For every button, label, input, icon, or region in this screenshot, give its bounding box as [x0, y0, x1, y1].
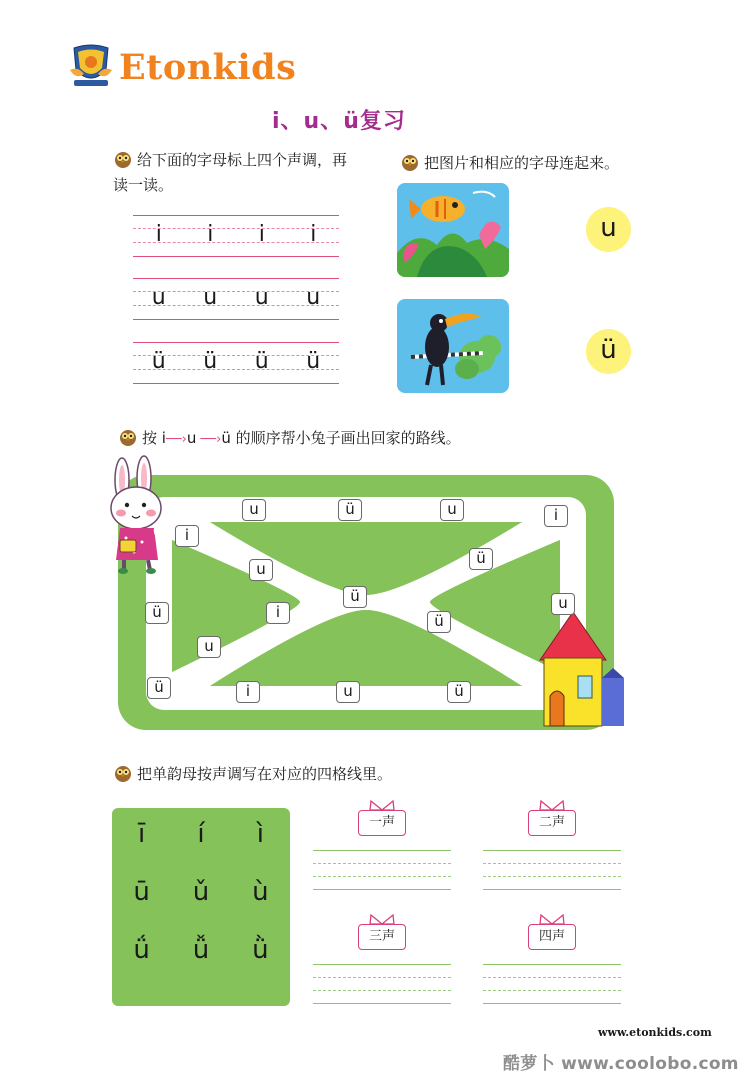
- tone-letters-panel: [112, 808, 290, 1006]
- owl-icon: [113, 763, 133, 783]
- letter-cell[interactable]: u: [151, 285, 166, 310]
- letter-cell[interactable]: u: [306, 285, 321, 310]
- maze-tile[interactable]: ü: [147, 677, 171, 699]
- section3-prefix: 按: [142, 429, 158, 447]
- section4-instruction: [113, 762, 443, 787]
- maze-tile[interactable]: ü: [469, 548, 493, 570]
- owl-icon: [113, 149, 133, 169]
- tone2-text: 二声: [528, 810, 576, 836]
- owl-icon: [118, 427, 138, 447]
- sequence-letter: i: [161, 429, 166, 447]
- bird-picture[interactable]: [397, 299, 509, 393]
- arrow-right-icon: ──›: [165, 432, 187, 447]
- letter-cell[interactable]: ü: [254, 349, 269, 374]
- maze-tile[interactable]: ü: [447, 681, 471, 703]
- tone-letter: ù: [252, 877, 269, 907]
- letter-cell[interactable]: i: [207, 222, 214, 247]
- tone-letter: ǔ: [192, 877, 210, 907]
- tone4-text: 四声: [528, 924, 576, 950]
- four-line-row-u: [133, 278, 339, 320]
- maze-tile[interactable]: u: [551, 593, 575, 615]
- etonkids-crest-logo: [66, 40, 116, 90]
- maze-tile[interactable]: ü: [145, 602, 169, 624]
- maze-tile[interactable]: ü: [343, 586, 367, 608]
- tone2-label: [528, 798, 576, 838]
- section1-instruction-line1: 给下面的字母标上四个声调，再: [137, 151, 348, 169]
- letter-cell[interactable]: i: [310, 222, 317, 247]
- maze-tile[interactable]: i: [544, 505, 568, 527]
- section3-suffix: 的顺序帮小兔子画出回家的路线。: [235, 429, 461, 447]
- maze-tile[interactable]: u: [242, 499, 266, 521]
- maze-tile[interactable]: u: [336, 681, 360, 703]
- letter-v-target[interactable]: ü: [586, 329, 631, 374]
- section1-instruction: [113, 148, 373, 198]
- letter-u-target[interactable]: u: [586, 207, 631, 252]
- page-title: i、u、ü复习: [272, 109, 406, 134]
- letter-cell[interactable]: ü: [306, 349, 321, 374]
- tone1-label: [358, 798, 406, 838]
- letter-cell[interactable]: i: [258, 222, 265, 247]
- tone2-writing-lines[interactable]: [483, 850, 621, 890]
- letter-cell[interactable]: u: [203, 285, 218, 310]
- section2-instruction-text: 把图片和相应的字母连起来。: [424, 154, 620, 172]
- tone4-writing-lines[interactable]: [483, 964, 621, 1004]
- tone-letter: ī: [138, 819, 146, 849]
- letter-cell[interactable]: ü: [151, 349, 166, 374]
- tone-letter: ì: [256, 819, 264, 849]
- sequence-letter: u: [186, 429, 197, 447]
- maze-tile[interactable]: i: [266, 602, 290, 624]
- section4-instruction-text: 把单韵母按声调写在对应的四格线里。: [137, 765, 393, 783]
- tone1-text: 一声: [358, 810, 406, 836]
- maze-board: [0, 450, 753, 740]
- tone-letter: í: [197, 819, 205, 849]
- section3-instruction: [118, 426, 598, 452]
- owl-icon: [400, 152, 420, 172]
- etonkids-logo-text: Etonkids: [119, 47, 297, 88]
- tone1-writing-lines[interactable]: [313, 850, 451, 890]
- sequence-letter: ü: [221, 429, 231, 447]
- maze-tile[interactable]: ü: [338, 499, 362, 521]
- tone-letter: ū: [133, 877, 150, 907]
- tone3-label: [358, 912, 406, 952]
- section1-instruction-line2: 读一读。: [113, 176, 174, 194]
- tone3-text: 三声: [358, 924, 406, 950]
- watermark: 酷萝卜 www.coolobo.com: [503, 1054, 739, 1074]
- maze-tile[interactable]: i: [236, 681, 260, 703]
- tone4-label: [528, 912, 576, 952]
- arrow-right-icon: ──›: [196, 432, 222, 447]
- letter-cell[interactable]: i: [155, 222, 162, 247]
- maze-tile[interactable]: u: [249, 559, 273, 581]
- tone-letter: ǜ: [252, 935, 269, 965]
- section2-instruction: [400, 151, 730, 176]
- maze-tile[interactable]: i: [175, 525, 199, 547]
- four-line-row-i: [133, 215, 339, 257]
- letter-cell[interactable]: u: [254, 285, 269, 310]
- four-line-row-v: [133, 342, 339, 384]
- footer-url: www.etonkids.com: [598, 1026, 712, 1039]
- tone-letter: ǘ: [133, 935, 150, 965]
- maze-tile[interactable]: u: [440, 499, 464, 521]
- letter-cell[interactable]: ü: [203, 349, 218, 374]
- tone3-writing-lines[interactable]: [313, 964, 451, 1004]
- fish-picture[interactable]: [397, 183, 509, 277]
- tone-letter: ǚ: [192, 935, 210, 965]
- maze-tile[interactable]: u: [197, 636, 221, 658]
- maze-tile[interactable]: ü: [427, 611, 451, 633]
